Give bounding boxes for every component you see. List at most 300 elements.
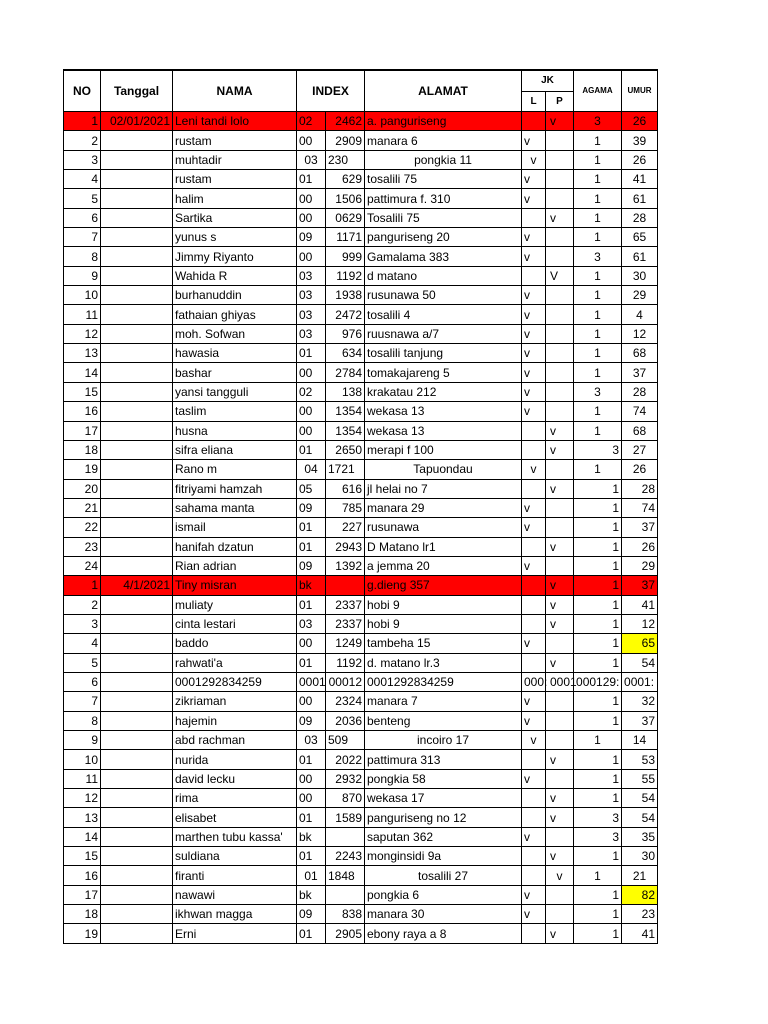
cell-alamat: tosalili 27 (365, 866, 522, 885)
cell-no: 10 (64, 286, 101, 305)
cell-nama: husna (173, 421, 297, 440)
cell-umur: 12 (622, 324, 658, 343)
table-row (64, 518, 658, 537)
cell-agama: 1 (574, 866, 622, 885)
cell-index-number (326, 885, 365, 904)
cell-tanggal (101, 518, 173, 537)
cell-jk-p (546, 402, 574, 421)
cell-nama: yansi tangguli (173, 382, 297, 401)
cell-jk-l: v (522, 150, 546, 169)
cell-index-code: 03 (297, 266, 326, 285)
cell-index-number: 1721 (326, 460, 365, 479)
cell-jk-p (546, 731, 574, 750)
cell-index-number: 2909 (326, 131, 365, 150)
cell-agama: 1 (574, 460, 622, 479)
cell-no: 5 (64, 189, 101, 208)
cell-jk-p (546, 286, 574, 305)
cell-jk-l: 000: (522, 672, 546, 691)
table-row (64, 885, 658, 904)
cell-tanggal (101, 150, 173, 169)
cell-tanggal (101, 808, 173, 827)
header-index: INDEX (297, 70, 365, 112)
table-row (64, 266, 658, 285)
cell-umur: 23 (622, 905, 658, 924)
cell-nama: ismail (173, 518, 297, 537)
cell-jk-p: 0001 (546, 672, 574, 691)
cell-jk-l (522, 614, 546, 633)
cell-tanggal (101, 905, 173, 924)
table-row (64, 576, 658, 595)
table-row (64, 537, 658, 556)
cell-agama: 1 (574, 653, 622, 672)
cell-tanggal (101, 170, 173, 189)
cell-tanggal: 4/1/2021 (101, 576, 173, 595)
cell-alamat: tosalili 75 (365, 170, 522, 189)
cell-jk-p (546, 344, 574, 363)
cell-no: 15 (64, 382, 101, 401)
cell-no: 14 (64, 363, 101, 382)
cell-jk-p (546, 692, 574, 711)
cell-tanggal (101, 228, 173, 247)
cell-jk-p: v (546, 614, 574, 633)
cell-alamat: manara 29 (365, 498, 522, 517)
table-row (64, 905, 658, 924)
cell-agama: 1 (574, 518, 622, 537)
cell-agama: 1 (574, 305, 622, 324)
cell-index-code: 00 (297, 634, 326, 653)
cell-alamat: tosalili 4 (365, 305, 522, 324)
cell-no: 7 (64, 692, 101, 711)
cell-no: 4 (64, 634, 101, 653)
cell-umur: 26 (622, 150, 658, 169)
cell-nama: marthen tubu kassa' (173, 827, 297, 846)
cell-agama: 3 (574, 112, 622, 131)
cell-umur: 37 (622, 711, 658, 730)
table-row (64, 634, 658, 653)
cell-jk-p: V (546, 266, 574, 285)
cell-no: 9 (64, 266, 101, 285)
cell-nama: hajemin (173, 711, 297, 730)
cell-index-code: 00 (297, 247, 326, 266)
cell-nama: taslim (173, 402, 297, 421)
cell-alamat: manara 7 (365, 692, 522, 711)
cell-index-number: 629 (326, 170, 365, 189)
header-jk-p: P (546, 92, 574, 112)
cell-tanggal (101, 537, 173, 556)
cell-jk-l (522, 537, 546, 556)
cell-tanggal (101, 769, 173, 788)
cell-index-code: 01 (297, 847, 326, 866)
cell-no: 3 (64, 150, 101, 169)
cell-nama: 0001292834259 (173, 672, 297, 691)
cell-umur: 54 (622, 653, 658, 672)
cell-jk-p: v (546, 789, 574, 808)
cell-jk-p: v (546, 808, 574, 827)
cell-index-number: 1192 (326, 266, 365, 285)
cell-no: 2 (64, 131, 101, 150)
cell-tanggal (101, 402, 173, 421)
cell-tanggal (101, 266, 173, 285)
cell-index-number (326, 827, 365, 846)
cell-nama: muhtadir (173, 150, 297, 169)
cell-jk-l: v (522, 905, 546, 924)
cell-index-code: 01 (297, 518, 326, 537)
cell-nama: bashar (173, 363, 297, 382)
cell-jk-p: v (546, 866, 574, 885)
cell-umur: 26 (622, 537, 658, 556)
cell-nama: baddo (173, 634, 297, 653)
cell-alamat: hobi 9 (365, 614, 522, 633)
cell-agama: 1 (574, 189, 622, 208)
cell-index-number: 230 (326, 150, 365, 169)
cell-no: 16 (64, 866, 101, 885)
cell-jk-l: v (522, 885, 546, 904)
cell-no: 16 (64, 402, 101, 421)
cell-alamat: pattimura 313 (365, 750, 522, 769)
cell-nama: Wahida R (173, 266, 297, 285)
table-row (64, 131, 658, 150)
data-sheet (63, 69, 658, 944)
header-agama: AGAMA (574, 70, 622, 112)
header-no: NO (64, 70, 101, 112)
cell-index-number: 1589 (326, 808, 365, 827)
cell-jk-p (546, 189, 574, 208)
cell-jk-p (546, 518, 574, 537)
cell-jk-p (546, 556, 574, 575)
cell-tanggal (101, 595, 173, 614)
cell-alamat: panguriseng 20 (365, 228, 522, 247)
cell-index-number: 616 (326, 479, 365, 498)
table-row (64, 460, 658, 479)
cell-agama: 1 (574, 634, 622, 653)
cell-no: 13 (64, 344, 101, 363)
cell-agama: 1 (574, 576, 622, 595)
cell-alamat: saputan 362 (365, 827, 522, 846)
cell-agama: 1 (574, 924, 622, 943)
cell-index-code: 01 (297, 808, 326, 827)
cell-umur: 29 (622, 556, 658, 575)
cell-jk-p: v (546, 421, 574, 440)
cell-index-number: 2905 (326, 924, 365, 943)
cell-tanggal (101, 750, 173, 769)
cell-jk-p (546, 170, 574, 189)
cell-jk-p: v (546, 537, 574, 556)
cell-agama: 1 (574, 131, 622, 150)
cell-nama: hawasia (173, 344, 297, 363)
cell-jk-p (546, 711, 574, 730)
cell-index-code: 03 (297, 286, 326, 305)
cell-agama: 1 (574, 537, 622, 556)
cell-no: 20 (64, 479, 101, 498)
cell-agama: 1 (574, 769, 622, 788)
cell-index-code: 02 (297, 382, 326, 401)
cell-index-code: 09 (297, 556, 326, 575)
cell-jk-l: v (522, 170, 546, 189)
cell-index-code: 01 (297, 924, 326, 943)
cell-no: 24 (64, 556, 101, 575)
table-row (64, 498, 658, 517)
table-row (64, 595, 658, 614)
sheet-body (64, 112, 658, 944)
cell-index-number: 999 (326, 247, 365, 266)
cell-index-number: 2022 (326, 750, 365, 769)
cell-nama: firanti (173, 866, 297, 885)
cell-umur: 82 (622, 885, 658, 904)
cell-jk-p: v (546, 924, 574, 943)
cell-jk-p (546, 905, 574, 924)
table-row (64, 769, 658, 788)
table-row (64, 363, 658, 382)
cell-jk-l: v (522, 518, 546, 537)
cell-index-code: 09 (297, 905, 326, 924)
cell-index-number: 1354 (326, 421, 365, 440)
cell-tanggal (101, 789, 173, 808)
cell-jk-p (546, 498, 574, 517)
cell-index-number: 2932 (326, 769, 365, 788)
cell-nama: muliaty (173, 595, 297, 614)
cell-index-number: 509 (326, 731, 365, 750)
table-row (64, 556, 658, 575)
cell-nama: Sartika (173, 208, 297, 227)
cell-alamat: hobi 9 (365, 595, 522, 614)
cell-alamat: pongkia 58 (365, 769, 522, 788)
cell-index-number: 2036 (326, 711, 365, 730)
cell-agama: 1 (574, 498, 622, 517)
cell-index-number (326, 576, 365, 595)
cell-tanggal (101, 711, 173, 730)
cell-agama: 1 (574, 692, 622, 711)
cell-jk-l: v (522, 460, 546, 479)
header-jk-l: L (522, 92, 546, 112)
cell-jk-p (546, 228, 574, 247)
cell-agama: 1 (574, 170, 622, 189)
cell-jk-l (522, 924, 546, 943)
cell-tanggal (101, 363, 173, 382)
cell-alamat: ebony raya a 8 (365, 924, 522, 943)
cell-alamat: wekasa 13 (365, 402, 522, 421)
cell-umur: 4 (622, 305, 658, 324)
cell-jk-p (546, 769, 574, 788)
table-row (64, 247, 658, 266)
cell-tanggal (101, 866, 173, 885)
header-jk: JK (522, 70, 574, 92)
header-nama: NAMA (173, 70, 297, 112)
cell-index-code: 03 (297, 150, 326, 169)
cell-nama: yunus s (173, 228, 297, 247)
cell-no: 8 (64, 247, 101, 266)
cell-jk-l: v (522, 711, 546, 730)
cell-tanggal (101, 556, 173, 575)
cell-no: 15 (64, 847, 101, 866)
cell-agama: 1 (574, 344, 622, 363)
table-row (64, 789, 658, 808)
cell-umur: 37 (622, 576, 658, 595)
cell-index-code: 0001 (297, 672, 326, 691)
cell-jk-l (522, 750, 546, 769)
cell-index-number: 2462 (326, 112, 365, 131)
cell-jk-p (546, 131, 574, 150)
cell-no: 8 (64, 711, 101, 730)
cell-agama: 3 (574, 247, 622, 266)
cell-agama: 000129: (574, 672, 622, 691)
cell-umur: 68 (622, 421, 658, 440)
cell-agama: 1 (574, 711, 622, 730)
cell-no: 19 (64, 460, 101, 479)
cell-jk-p (546, 634, 574, 653)
cell-no: 13 (64, 808, 101, 827)
cell-alamat: tosalili tanjung (365, 344, 522, 363)
cell-index-number: 2943 (326, 537, 365, 556)
cell-jk-l (522, 421, 546, 440)
cell-jk-l: v (522, 498, 546, 517)
table-row (64, 750, 658, 769)
cell-alamat: incoiro 17 (365, 731, 522, 750)
cell-umur: 41 (622, 595, 658, 614)
cell-jk-l (522, 112, 546, 131)
cell-umur: 37 (622, 518, 658, 537)
cell-agama: 1 (574, 286, 622, 305)
cell-alamat: merapi f 100 (365, 440, 522, 459)
cell-jk-p: v (546, 847, 574, 866)
cell-index-code: 01 (297, 344, 326, 363)
cell-umur: 35 (622, 827, 658, 846)
cell-umur: 29 (622, 286, 658, 305)
cell-nama: rahwati'a (173, 653, 297, 672)
cell-alamat: a. panguriseng (365, 112, 522, 131)
cell-index-code: 00 (297, 692, 326, 711)
cell-jk-l: v (522, 286, 546, 305)
cell-index-code: 01 (297, 537, 326, 556)
cell-agama: 1 (574, 363, 622, 382)
cell-umur: 65 (622, 228, 658, 247)
cell-jk-p (546, 460, 574, 479)
cell-alamat: pongkia 6 (365, 885, 522, 904)
cell-no: 21 (64, 498, 101, 517)
cell-no: 6 (64, 208, 101, 227)
cell-jk-l: v (522, 305, 546, 324)
cell-jk-p: v (546, 653, 574, 672)
cell-nama: burhanuddin (173, 286, 297, 305)
cell-alamat: monginsidi 9a (365, 847, 522, 866)
cell-index-code: bk (297, 576, 326, 595)
cell-jk-l: v (522, 382, 546, 401)
cell-alamat: krakatau 212 (365, 382, 522, 401)
cell-jk-p (546, 885, 574, 904)
table-row (64, 440, 658, 459)
cell-agama: 1 (574, 208, 622, 227)
header-tanggal: Tanggal (101, 70, 173, 112)
cell-umur: 54 (622, 808, 658, 827)
table-row (64, 672, 658, 691)
cell-jk-l (522, 440, 546, 459)
cell-tanggal (101, 924, 173, 943)
cell-tanggal (101, 440, 173, 459)
cell-index-code: 00 (297, 789, 326, 808)
cell-agama: 1 (574, 402, 622, 421)
cell-no: 10 (64, 750, 101, 769)
cell-tanggal (101, 827, 173, 846)
cell-index-number: 2243 (326, 847, 365, 866)
cell-index-code: 09 (297, 498, 326, 517)
cell-jk-l (522, 789, 546, 808)
table-row (64, 653, 658, 672)
cell-nama: Erni (173, 924, 297, 943)
cell-jk-l: v (522, 692, 546, 711)
table-row (64, 305, 658, 324)
cell-umur: 14 (622, 731, 658, 750)
cell-no: 19 (64, 924, 101, 943)
cell-tanggal (101, 614, 173, 633)
cell-index-number: 1506 (326, 189, 365, 208)
cell-index-number: 2337 (326, 614, 365, 633)
cell-no: 22 (64, 518, 101, 537)
cell-alamat: Gamalama 383 (365, 247, 522, 266)
cell-alamat: manara 30 (365, 905, 522, 924)
cell-index-number: 2784 (326, 363, 365, 382)
table-row (64, 827, 658, 846)
cell-no: 11 (64, 769, 101, 788)
cell-alamat: Tapuondau (365, 460, 522, 479)
cell-jk-l (522, 847, 546, 866)
cell-nama: Jimmy Riyanto (173, 247, 297, 266)
cell-index-code: 00 (297, 402, 326, 421)
cell-agama: 1 (574, 847, 622, 866)
cell-alamat: ruusnawa a/7 (365, 324, 522, 343)
cell-umur: 53 (622, 750, 658, 769)
cell-jk-p: v (546, 479, 574, 498)
cell-index-number: 2650 (326, 440, 365, 459)
cell-tanggal (101, 344, 173, 363)
cell-index-code: 04 (297, 460, 326, 479)
cell-tanggal (101, 634, 173, 653)
cell-index-number: 1848 (326, 866, 365, 885)
cell-jk-l: v (522, 324, 546, 343)
cell-tanggal (101, 247, 173, 266)
cell-tanggal (101, 885, 173, 904)
cell-tanggal (101, 382, 173, 401)
cell-index-number: 227 (326, 518, 365, 537)
cell-index-code: 00 (297, 208, 326, 227)
cell-index-code: 00 (297, 131, 326, 150)
cell-alamat: d. matano lr.3 (365, 653, 522, 672)
cell-tanggal (101, 479, 173, 498)
cell-index-number: 785 (326, 498, 365, 517)
cell-no: 17 (64, 421, 101, 440)
table-row (64, 112, 658, 131)
cell-umur: 26 (622, 460, 658, 479)
cell-jk-l: v (522, 344, 546, 363)
table-row (64, 711, 658, 730)
cell-alamat: g.dieng 357 (365, 576, 522, 595)
cell-tanggal (101, 653, 173, 672)
cell-umur: 54 (622, 789, 658, 808)
cell-index-code: bk (297, 885, 326, 904)
cell-jk-l: v (522, 769, 546, 788)
cell-agama: 1 (574, 731, 622, 750)
cell-umur: 0001: (622, 672, 658, 691)
cell-index-code: 00 (297, 421, 326, 440)
table-row (64, 189, 658, 208)
cell-umur: 30 (622, 266, 658, 285)
cell-agama: 3 (574, 382, 622, 401)
cell-jk-p (546, 305, 574, 324)
cell-index-number: 1938 (326, 286, 365, 305)
cell-no: 23 (64, 537, 101, 556)
cell-index-code: 02 (297, 112, 326, 131)
cell-jk-p: v (546, 440, 574, 459)
cell-umur: 28 (622, 208, 658, 227)
cell-umur: 28 (622, 382, 658, 401)
